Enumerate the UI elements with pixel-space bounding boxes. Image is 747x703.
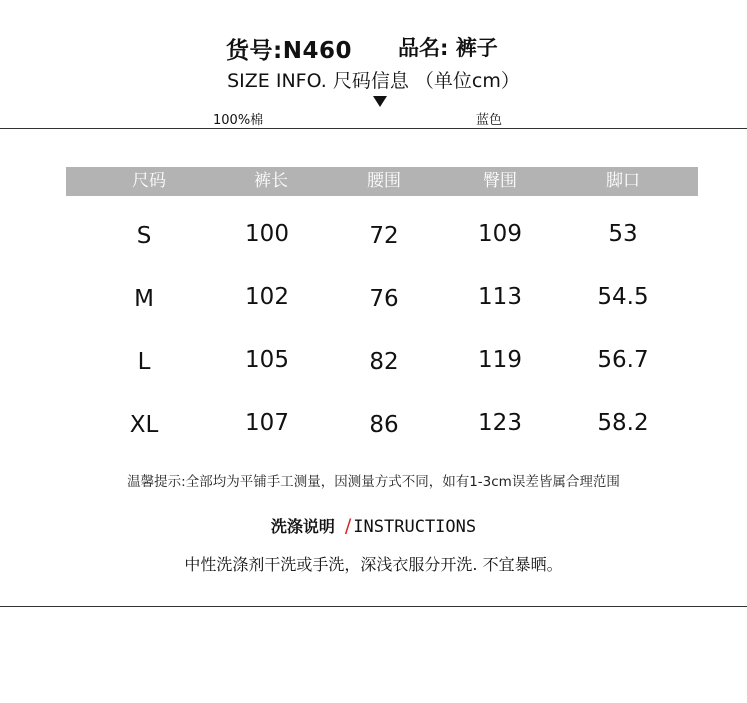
title-line [0, 30, 747, 64]
divider-top [0, 128, 747, 129]
column-header: 臀围 [483, 171, 517, 191]
table-cell: 119 [478, 347, 522, 373]
table-cell: 113 [478, 284, 522, 310]
table-cell: 76 [369, 286, 399, 312]
wash-title-en: INSTRUCTIONS [353, 517, 477, 537]
down-triangle-icon [373, 96, 387, 107]
product-name: 品名: 裤子 [398, 36, 498, 60]
table-row [66, 340, 698, 380]
column-header: 脚口 [606, 171, 640, 191]
column-header: 尺码 [132, 171, 166, 191]
table-row [66, 277, 698, 317]
table-cell: M [134, 286, 154, 312]
divider-bottom [0, 606, 747, 607]
table-cell: 102 [245, 284, 289, 310]
table-cell: 72 [369, 223, 399, 249]
item-number: 货号:N460 [226, 38, 352, 64]
table-cell: 107 [245, 410, 289, 436]
table-cell: 56.7 [597, 347, 649, 373]
table-cell: 58.2 [597, 410, 649, 436]
material-label: 100%棉 [213, 113, 264, 128]
table-cell: 109 [478, 221, 522, 247]
wash-instructions-text: 中性洗涤剂干洗或手洗，深浅衣服分开洗. 不宜暴晒。 [184, 555, 563, 574]
table-cell: 105 [245, 347, 289, 373]
title-slash: / [344, 515, 352, 537]
color-label: 蓝色 [476, 113, 503, 128]
size-info-heading [0, 66, 747, 93]
table-cell: 54.5 [597, 284, 649, 310]
wash-instructions-title [0, 514, 747, 537]
column-header: 腰围 [367, 171, 401, 191]
table-cell: XL [129, 412, 159, 438]
measurement-note: 温馨提示:全部均为平铺手工测量，因测量方式不同，如有1-3cm误差皆属合理范围 [127, 474, 620, 490]
column-header: 裤长 [254, 171, 288, 191]
table-row [66, 214, 698, 254]
wash-title-zh: 洗涤说明 [270, 517, 335, 536]
size-info-text: SIZE INFO. 尺码信息 （单位cm） [227, 70, 520, 92]
size-table-header [66, 167, 698, 196]
table-cell: S [136, 223, 152, 249]
table-cell: 82 [369, 349, 399, 375]
table-row [66, 403, 698, 443]
table-cell: L [137, 349, 151, 375]
table-cell: 86 [369, 412, 399, 438]
table-cell: 123 [478, 410, 522, 436]
table-cell: 53 [608, 221, 638, 247]
table-cell: 100 [245, 221, 289, 247]
